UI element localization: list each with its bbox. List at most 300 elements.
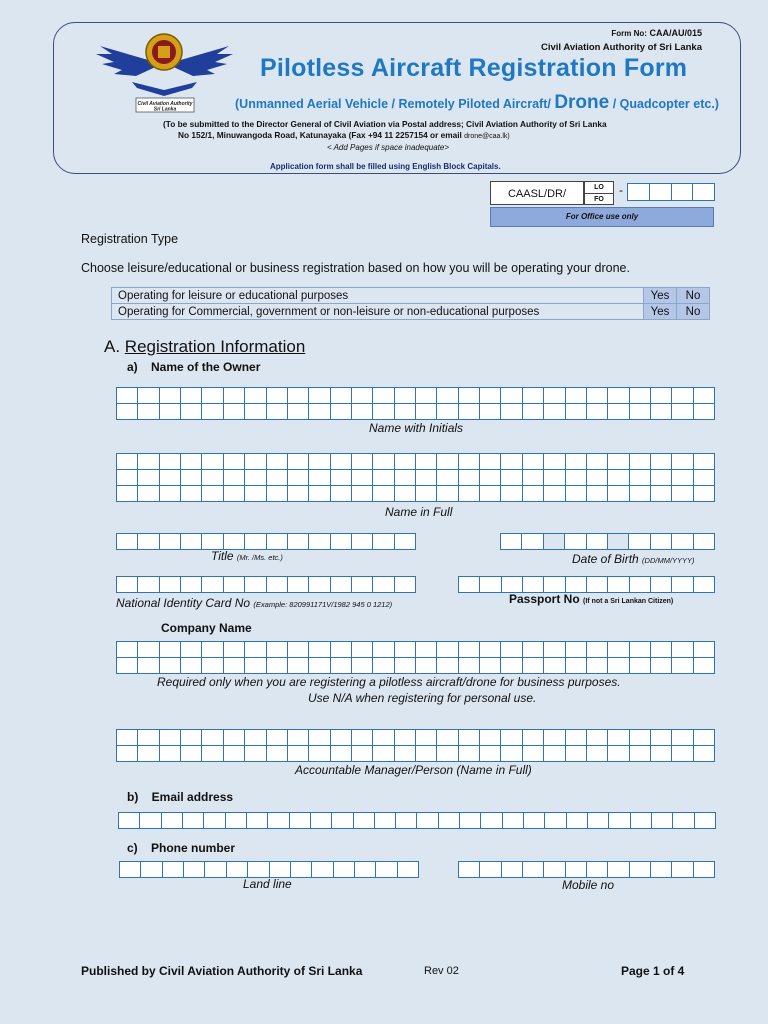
char-box[interactable]	[523, 486, 544, 502]
char-box[interactable]	[395, 404, 416, 420]
char-box[interactable]	[354, 813, 375, 829]
char-box[interactable]	[160, 534, 181, 550]
char-box[interactable]	[334, 862, 355, 878]
char-box[interactable]	[331, 730, 352, 746]
char-box[interactable]	[501, 404, 522, 420]
char-box[interactable]	[544, 642, 565, 658]
char-box[interactable]	[566, 388, 587, 404]
char-box[interactable]	[163, 862, 184, 878]
char-box[interactable]	[588, 813, 609, 829]
char-box[interactable]	[331, 404, 352, 420]
char-box[interactable]	[544, 470, 565, 486]
char-box[interactable]	[309, 388, 330, 404]
char-box[interactable]	[416, 730, 437, 746]
char-box[interactable]	[138, 454, 159, 470]
char-box[interactable]	[608, 642, 629, 658]
char-box[interactable]	[459, 486, 480, 502]
char-box[interactable]	[331, 746, 352, 762]
char-box[interactable]	[651, 388, 672, 404]
char-box[interactable]	[117, 642, 138, 658]
char-box[interactable]	[395, 746, 416, 762]
char-box[interactable]	[587, 486, 608, 502]
char-box[interactable]	[267, 730, 288, 746]
char-box[interactable]	[181, 470, 202, 486]
passport-boxes[interactable]	[458, 576, 715, 593]
char-box[interactable]	[587, 454, 608, 470]
char-box[interactable]	[608, 862, 629, 878]
char-box[interactable]	[523, 746, 544, 762]
char-box[interactable]	[138, 486, 159, 502]
char-box[interactable]	[587, 746, 608, 762]
char-box[interactable]	[288, 388, 309, 404]
char-box[interactable]	[672, 577, 693, 593]
char-box[interactable]	[160, 746, 181, 762]
char-box[interactable]	[288, 642, 309, 658]
char-box[interactable]	[672, 642, 693, 658]
char-box[interactable]	[481, 813, 502, 829]
char-box[interactable]	[311, 813, 332, 829]
char-box[interactable]	[694, 404, 715, 420]
char-box[interactable]	[160, 388, 181, 404]
char-box[interactable]	[501, 454, 522, 470]
char-box[interactable]	[117, 454, 138, 470]
char-box[interactable]	[630, 642, 651, 658]
char-box[interactable]	[202, 454, 223, 470]
char-box[interactable]	[288, 404, 309, 420]
char-box[interactable]	[437, 730, 458, 746]
char-box[interactable]	[566, 642, 587, 658]
char-box[interactable]	[480, 730, 501, 746]
char-box[interactable]	[651, 486, 672, 502]
char-box[interactable]	[630, 454, 651, 470]
char-box[interactable]	[524, 813, 545, 829]
char-box[interactable]	[566, 486, 587, 502]
char-box[interactable]	[181, 730, 202, 746]
char-box[interactable]	[608, 730, 629, 746]
char-box[interactable]	[202, 404, 223, 420]
char-box[interactable]	[395, 388, 416, 404]
char-box[interactable]	[608, 454, 629, 470]
char-box[interactable]	[651, 534, 672, 550]
char-box[interactable]	[501, 534, 522, 550]
char-box[interactable]	[694, 454, 715, 470]
char-box[interactable]	[288, 470, 309, 486]
char-box[interactable]	[608, 470, 629, 486]
char-box[interactable]	[672, 746, 693, 762]
char-box[interactable]	[138, 658, 159, 674]
char-box[interactable]	[650, 184, 672, 201]
char-box[interactable]	[439, 813, 460, 829]
char-box[interactable]	[694, 534, 715, 550]
char-box[interactable]	[267, 486, 288, 502]
char-box[interactable]	[245, 404, 266, 420]
char-box[interactable]	[119, 813, 140, 829]
char-box[interactable]	[352, 577, 373, 593]
char-box[interactable]	[502, 577, 523, 593]
char-box[interactable]	[629, 534, 650, 550]
char-box[interactable]	[288, 486, 309, 502]
char-box[interactable]	[523, 577, 544, 593]
char-box[interactable]	[523, 730, 544, 746]
char-box[interactable]	[608, 534, 629, 550]
char-box[interactable]	[501, 746, 522, 762]
char-box[interactable]	[352, 388, 373, 404]
email-boxes[interactable]	[118, 812, 716, 829]
char-box[interactable]	[138, 577, 159, 593]
char-box[interactable]	[587, 862, 608, 878]
char-box[interactable]	[631, 813, 652, 829]
char-box[interactable]	[523, 642, 544, 658]
char-box[interactable]	[267, 746, 288, 762]
char-box[interactable]	[270, 862, 291, 878]
char-box[interactable]	[140, 813, 161, 829]
char-box[interactable]	[309, 404, 330, 420]
char-box[interactable]	[501, 658, 522, 674]
char-box[interactable]	[245, 454, 266, 470]
char-box[interactable]	[352, 454, 373, 470]
char-box[interactable]	[459, 746, 480, 762]
char-box[interactable]	[373, 486, 394, 502]
char-box[interactable]	[267, 470, 288, 486]
char-box[interactable]	[566, 470, 587, 486]
char-box[interactable]	[544, 454, 565, 470]
char-box[interactable]	[651, 642, 672, 658]
char-box[interactable]	[501, 730, 522, 746]
char-box[interactable]	[309, 658, 330, 674]
char-box[interactable]	[437, 658, 458, 674]
char-box[interactable]	[268, 813, 289, 829]
char-box[interactable]	[352, 746, 373, 762]
char-box[interactable]	[181, 454, 202, 470]
char-box[interactable]	[309, 746, 330, 762]
char-box[interactable]	[224, 388, 245, 404]
char-box[interactable]	[267, 534, 288, 550]
char-box[interactable]	[522, 534, 543, 550]
char-box[interactable]	[651, 577, 672, 593]
char-box[interactable]	[202, 658, 223, 674]
char-box[interactable]	[544, 534, 565, 550]
char-box[interactable]	[373, 404, 394, 420]
char-box[interactable]	[138, 534, 159, 550]
name-initials-boxes[interactable]	[116, 387, 715, 420]
char-box[interactable]	[395, 658, 416, 674]
char-box[interactable]	[501, 486, 522, 502]
char-box[interactable]	[503, 813, 524, 829]
char-box[interactable]	[224, 658, 245, 674]
char-box[interactable]	[245, 730, 266, 746]
nic-boxes[interactable]	[116, 576, 416, 593]
char-box[interactable]	[460, 813, 481, 829]
char-box[interactable]	[138, 746, 159, 762]
char-box[interactable]	[331, 577, 352, 593]
char-box[interactable]	[117, 388, 138, 404]
char-box[interactable]	[544, 862, 565, 878]
char-box[interactable]	[566, 404, 587, 420]
char-box[interactable]	[544, 746, 565, 762]
char-box[interactable]	[694, 388, 715, 404]
char-box[interactable]	[672, 658, 693, 674]
char-box[interactable]	[181, 534, 202, 550]
char-box[interactable]	[202, 730, 223, 746]
char-box[interactable]	[309, 642, 330, 658]
char-box[interactable]	[352, 404, 373, 420]
char-box[interactable]	[288, 730, 309, 746]
char-box[interactable]	[395, 486, 416, 502]
char-box[interactable]	[288, 658, 309, 674]
char-box[interactable]	[138, 470, 159, 486]
char-box[interactable]	[312, 862, 333, 878]
char-box[interactable]	[396, 813, 417, 829]
char-box[interactable]	[694, 577, 715, 593]
char-box[interactable]	[630, 470, 651, 486]
char-box[interactable]	[501, 388, 522, 404]
char-box[interactable]	[608, 388, 629, 404]
char-box[interactable]	[651, 470, 672, 486]
char-box[interactable]	[160, 454, 181, 470]
char-box[interactable]	[162, 813, 183, 829]
char-box[interactable]	[672, 388, 693, 404]
char-box[interactable]	[181, 642, 202, 658]
char-box[interactable]	[694, 642, 715, 658]
char-box[interactable]	[245, 534, 266, 550]
char-box[interactable]	[587, 642, 608, 658]
char-box[interactable]	[202, 534, 223, 550]
char-box[interactable]	[587, 534, 608, 550]
char-box[interactable]	[523, 658, 544, 674]
char-box[interactable]	[416, 746, 437, 762]
char-box[interactable]	[416, 642, 437, 658]
char-box[interactable]	[651, 658, 672, 674]
char-box[interactable]	[227, 862, 248, 878]
char-box[interactable]	[160, 658, 181, 674]
char-box[interactable]	[544, 388, 565, 404]
char-box[interactable]	[375, 813, 396, 829]
char-box[interactable]	[480, 470, 501, 486]
char-box[interactable]	[672, 404, 693, 420]
char-box[interactable]	[672, 534, 693, 550]
char-box[interactable]	[373, 470, 394, 486]
char-box[interactable]	[202, 388, 223, 404]
title-boxes[interactable]	[116, 533, 416, 550]
option-commercial-no[interactable]: No	[677, 304, 710, 320]
char-box[interactable]	[331, 388, 352, 404]
char-box[interactable]	[352, 470, 373, 486]
char-box[interactable]	[160, 470, 181, 486]
char-box[interactable]	[652, 813, 673, 829]
char-box[interactable]	[672, 730, 693, 746]
char-box[interactable]	[544, 486, 565, 502]
char-box[interactable]	[245, 470, 266, 486]
char-box[interactable]	[567, 813, 588, 829]
char-box[interactable]	[459, 642, 480, 658]
char-box[interactable]	[459, 658, 480, 674]
char-box[interactable]	[184, 862, 205, 878]
char-box[interactable]	[544, 730, 565, 746]
char-box[interactable]	[630, 746, 651, 762]
char-box[interactable]	[309, 577, 330, 593]
char-box[interactable]	[290, 813, 311, 829]
char-box[interactable]	[672, 184, 694, 201]
char-box[interactable]	[565, 534, 586, 550]
char-box[interactable]	[224, 486, 245, 502]
char-box[interactable]	[373, 658, 394, 674]
char-box[interactable]	[181, 404, 202, 420]
char-box[interactable]	[587, 404, 608, 420]
char-box[interactable]	[352, 486, 373, 502]
char-box[interactable]	[267, 642, 288, 658]
char-box[interactable]	[480, 862, 501, 878]
char-box[interactable]	[181, 746, 202, 762]
char-box[interactable]	[630, 658, 651, 674]
char-box[interactable]	[437, 454, 458, 470]
char-box[interactable]	[117, 746, 138, 762]
char-box[interactable]	[630, 404, 651, 420]
char-box[interactable]	[480, 746, 501, 762]
char-box[interactable]	[628, 184, 650, 201]
char-box[interactable]	[459, 404, 480, 420]
char-box[interactable]	[693, 184, 715, 201]
char-box[interactable]	[566, 862, 587, 878]
char-box[interactable]	[480, 454, 501, 470]
char-box[interactable]	[480, 404, 501, 420]
char-box[interactable]	[398, 862, 419, 878]
char-box[interactable]	[352, 658, 373, 674]
char-box[interactable]	[373, 642, 394, 658]
char-box[interactable]	[501, 470, 522, 486]
char-box[interactable]	[224, 404, 245, 420]
char-box[interactable]	[117, 470, 138, 486]
char-box[interactable]	[587, 470, 608, 486]
char-box[interactable]	[309, 454, 330, 470]
char-box[interactable]	[437, 746, 458, 762]
char-box[interactable]	[587, 730, 608, 746]
char-box[interactable]	[459, 862, 480, 878]
char-box[interactable]	[224, 454, 245, 470]
char-box[interactable]	[117, 486, 138, 502]
char-box[interactable]	[373, 577, 394, 593]
char-box[interactable]	[417, 813, 438, 829]
char-box[interactable]	[480, 658, 501, 674]
dob-boxes[interactable]	[500, 533, 715, 550]
char-box[interactable]	[395, 730, 416, 746]
char-box[interactable]	[309, 486, 330, 502]
char-box[interactable]	[672, 454, 693, 470]
char-box[interactable]	[181, 388, 202, 404]
char-box[interactable]	[416, 454, 437, 470]
char-box[interactable]	[331, 658, 352, 674]
char-box[interactable]	[288, 746, 309, 762]
char-box[interactable]	[331, 454, 352, 470]
char-box[interactable]	[373, 454, 394, 470]
char-box[interactable]	[226, 813, 247, 829]
char-box[interactable]	[202, 642, 223, 658]
char-box[interactable]	[202, 470, 223, 486]
option-commercial-yes[interactable]: Yes	[644, 304, 677, 320]
char-box[interactable]	[694, 746, 715, 762]
char-box[interactable]	[332, 813, 353, 829]
char-box[interactable]	[288, 454, 309, 470]
char-box[interactable]	[331, 642, 352, 658]
char-box[interactable]	[117, 730, 138, 746]
char-box[interactable]	[245, 642, 266, 658]
char-box[interactable]	[141, 862, 162, 878]
char-box[interactable]	[566, 746, 587, 762]
char-box[interactable]	[117, 534, 138, 550]
mobile-boxes[interactable]	[458, 861, 715, 878]
char-box[interactable]	[651, 746, 672, 762]
char-box[interactable]	[630, 388, 651, 404]
char-box[interactable]	[160, 404, 181, 420]
char-box[interactable]	[630, 862, 651, 878]
char-box[interactable]	[651, 454, 672, 470]
char-box[interactable]	[459, 470, 480, 486]
char-box[interactable]	[545, 813, 566, 829]
char-box[interactable]	[694, 862, 715, 878]
char-box[interactable]	[523, 404, 544, 420]
char-box[interactable]	[608, 746, 629, 762]
char-box[interactable]	[395, 534, 416, 550]
option-leisure-no[interactable]: No	[677, 288, 710, 304]
char-box[interactable]	[205, 862, 226, 878]
char-box[interactable]	[224, 730, 245, 746]
char-box[interactable]	[267, 658, 288, 674]
char-box[interactable]	[651, 862, 672, 878]
char-box[interactable]	[224, 470, 245, 486]
char-box[interactable]	[523, 470, 544, 486]
char-box[interactable]	[245, 486, 266, 502]
char-box[interactable]	[117, 577, 138, 593]
char-box[interactable]	[245, 388, 266, 404]
char-box[interactable]	[202, 486, 223, 502]
char-box[interactable]	[355, 862, 376, 878]
char-box[interactable]	[630, 486, 651, 502]
char-box[interactable]	[160, 642, 181, 658]
char-box[interactable]	[608, 658, 629, 674]
char-box[interactable]	[331, 470, 352, 486]
char-box[interactable]	[331, 486, 352, 502]
landline-boxes[interactable]	[119, 861, 419, 878]
char-box[interactable]	[181, 577, 202, 593]
char-box[interactable]	[160, 486, 181, 502]
char-box[interactable]	[480, 486, 501, 502]
char-box[interactable]	[416, 404, 437, 420]
char-box[interactable]	[587, 658, 608, 674]
char-box[interactable]	[373, 746, 394, 762]
name-full-boxes[interactable]	[116, 453, 715, 502]
char-box[interactable]	[566, 577, 587, 593]
char-box[interactable]	[587, 388, 608, 404]
char-box[interactable]	[247, 813, 268, 829]
char-box[interactable]	[224, 534, 245, 550]
char-box[interactable]	[395, 642, 416, 658]
char-box[interactable]	[267, 404, 288, 420]
char-box[interactable]	[672, 470, 693, 486]
char-box[interactable]	[160, 577, 181, 593]
char-box[interactable]	[395, 454, 416, 470]
char-box[interactable]	[202, 746, 223, 762]
char-box[interactable]	[288, 534, 309, 550]
char-box[interactable]	[117, 404, 138, 420]
char-box[interactable]	[523, 388, 544, 404]
char-box[interactable]	[459, 730, 480, 746]
char-box[interactable]	[673, 813, 694, 829]
char-box[interactable]	[695, 813, 716, 829]
char-box[interactable]	[183, 813, 204, 829]
char-box[interactable]	[416, 388, 437, 404]
char-box[interactable]	[437, 470, 458, 486]
char-box[interactable]	[416, 486, 437, 502]
char-box[interactable]	[459, 388, 480, 404]
